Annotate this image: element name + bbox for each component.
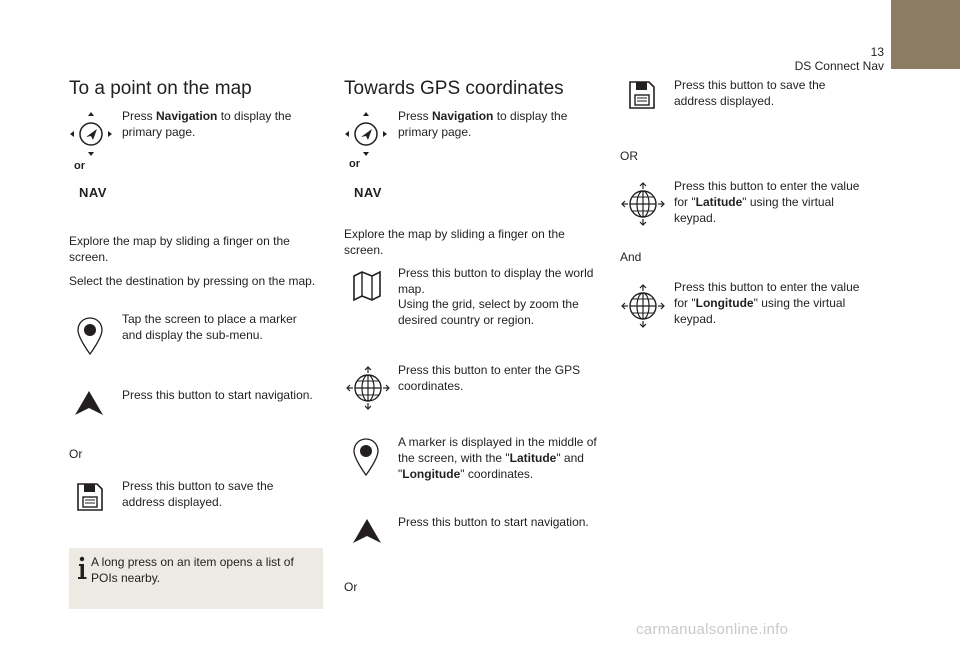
latitude-text: Press this button to enter the value for "Latitude" using the virtual keypad. xyxy=(674,179,860,225)
longitude-globe-icon xyxy=(621,284,665,328)
explore-map-text: Explore the map by sliding a finger on the screen. xyxy=(344,227,565,257)
marker-coordinates-text: A marker is displayed in the middle of the screen, with the "Latitude" and "Longitude" coordinates. xyxy=(398,435,597,481)
info-text: A long press on an item opens a list of POIs nearby. xyxy=(91,555,294,585)
page-number: 13 xyxy=(870,45,884,59)
or-label: or xyxy=(349,158,360,170)
select-destination-text: Select the destination by pressing on the map. xyxy=(69,274,316,288)
nav-button-label: NAV xyxy=(79,185,107,200)
watermark: carmanualsonline.info xyxy=(636,621,789,638)
start-navigation-icon xyxy=(352,518,382,544)
start-navigation-icon xyxy=(74,390,104,416)
info-note xyxy=(69,548,323,609)
section-title-map-point: To a point on the map xyxy=(69,78,252,99)
press-navigation-text: Press Navigation to display the primary page. xyxy=(398,109,568,139)
nav-button-label: NAV xyxy=(354,185,382,200)
longitude-text: Press this button to enter the value for "Longitude" using the virtual keypad. xyxy=(674,280,860,326)
save-icon xyxy=(628,80,656,110)
section-title-gps: Towards GPS coordinates xyxy=(344,78,564,99)
start-navigation-text: Press this button to start navigation. xyxy=(398,515,589,529)
save-address-text: Press this button to save the address displayed. xyxy=(674,78,826,108)
or-text: OR xyxy=(620,149,638,163)
or-text: Or xyxy=(69,447,83,461)
start-navigation-text: Press this button to start navigation. xyxy=(122,388,313,402)
latitude-globe-icon xyxy=(621,182,665,226)
world-map-text: Press this button to display the world map. xyxy=(398,266,594,296)
explore-map-text: Explore the map by sliding a finger on the screen. xyxy=(69,234,290,264)
world-map-icon xyxy=(352,270,382,302)
or-label: or xyxy=(74,160,85,172)
save-icon xyxy=(76,482,104,512)
marker-description: Tap the screen to place a marker and display the sub-menu. xyxy=(122,312,297,342)
gps-globe-icon xyxy=(346,366,390,410)
section-name: DS Connect Nav xyxy=(794,59,884,73)
map-marker-icon xyxy=(76,316,104,356)
map-marker-icon xyxy=(352,437,380,477)
save-address-text: Press this button to save the address displayed. xyxy=(122,479,274,509)
press-navigation-text: Press Navigation to display the primary page. xyxy=(122,109,292,139)
navigation-joystick-icon xyxy=(345,110,387,158)
or-text: Or xyxy=(344,580,358,594)
navigation-joystick-icon xyxy=(70,110,112,158)
chapter-tab xyxy=(891,0,960,69)
zoom-grid-text: Using the grid, select by zoom the desired country or region. xyxy=(398,297,579,327)
info-icon xyxy=(76,556,88,580)
gps-coordinates-text: Press this button to enter the GPS coordinates. xyxy=(398,363,581,393)
and-text: And xyxy=(620,250,642,264)
